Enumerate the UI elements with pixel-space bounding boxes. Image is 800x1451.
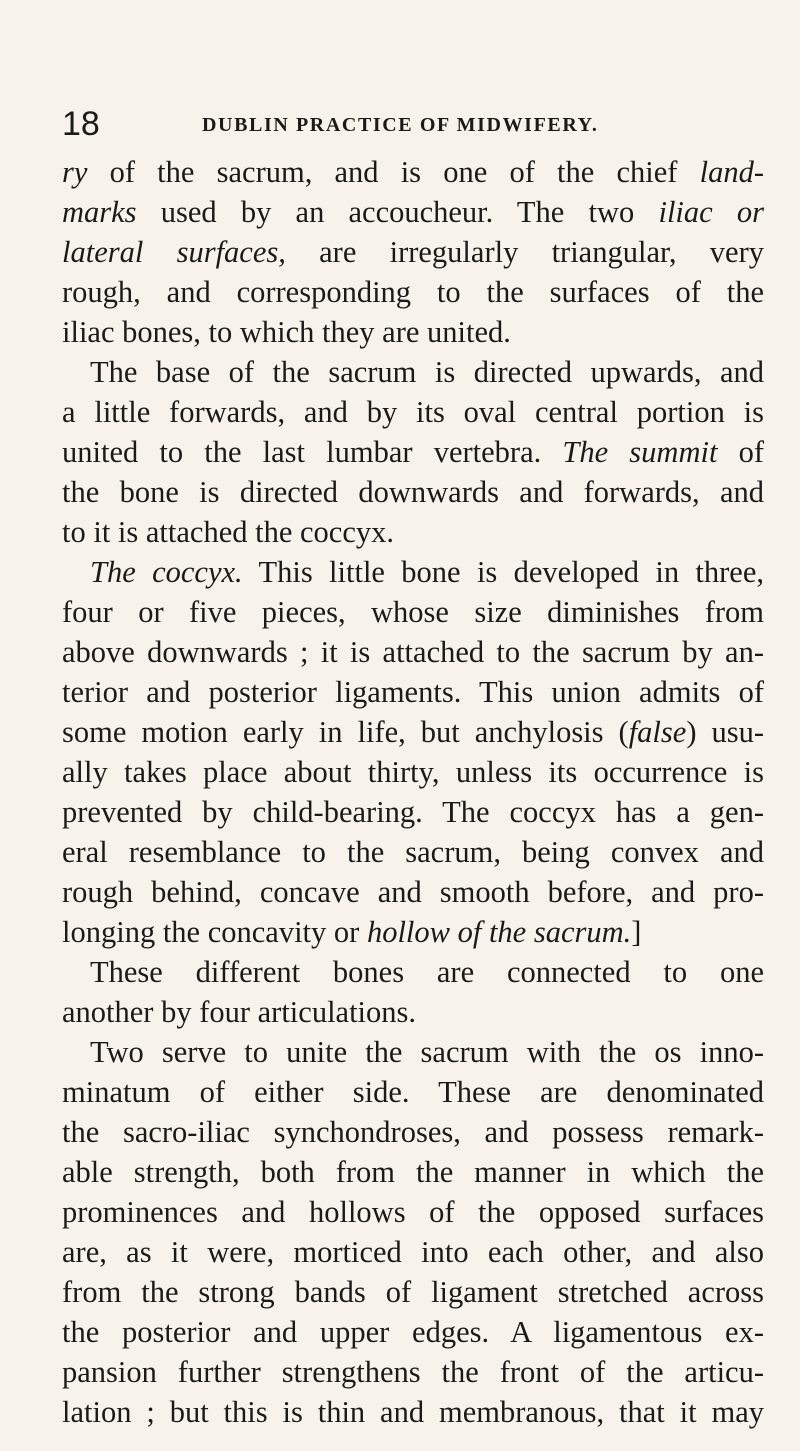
- text-line-24: minatum of either side. These are denominated: [62, 1075, 764, 1109]
- text-line-14: terior and posterior ligaments. This union admits of: [62, 675, 764, 709]
- text-line-20: [62, 912, 764, 952]
- body-text: [62, 152, 764, 1432]
- text-line-22: another by four articulations.: [62, 995, 417, 1029]
- text-line-28: are, as it were, morticed into each other, and also: [62, 1235, 764, 1269]
- text-line-4: rough, and corresponding to the surfaces of the: [62, 275, 764, 309]
- text-line-10: to it is attached the coccyx.: [62, 515, 394, 549]
- text-line-17: prevented by child-bearing. The coccyx has a gen-: [62, 795, 764, 829]
- text-line-19: rough behind, concave and smooth before, and pro-: [62, 875, 764, 909]
- text-line-3: [62, 232, 764, 272]
- text-line-32: lation ; but this is thin and membranous, that it may: [62, 1395, 764, 1429]
- italic-text: lateral surfaces,: [62, 235, 286, 269]
- text-line-30: the posterior and upper edges. A ligamentous ex-: [62, 1315, 764, 1349]
- text-span: are irregularly triangular, very: [285, 235, 764, 269]
- text-span: ]: [631, 915, 642, 949]
- italic-text: hollow of the sacrum.: [366, 915, 632, 949]
- text-span: of the sacrum, and is one of the chief: [87, 155, 700, 189]
- text-line-29: from the strong bands of ligament stretched across: [62, 1275, 764, 1309]
- text-span: ) usu-: [686, 715, 765, 749]
- italic-text: false: [628, 715, 687, 749]
- text-span: longing the concavity or: [62, 915, 367, 949]
- text-line-31: pansion further strengthens the front of the articu-: [62, 1355, 764, 1389]
- text-line-16: ally takes place about thirty, unless its occurrence is: [62, 755, 764, 789]
- text-line-25: the sacro-iliac synchondroses, and possess remark-: [62, 1115, 764, 1149]
- text-line-23: Two serve to unite the sacrum with the os inno-: [90, 1035, 764, 1069]
- text-line-1: [62, 152, 764, 192]
- text-span: This little bone is developed in three,: [242, 555, 764, 589]
- text-line-21: These different bones are connected to one: [90, 955, 764, 989]
- text-line-27: prominences and hollows of the opposed surfaces: [62, 1195, 764, 1229]
- text-line-6: The base of the sacrum is directed upwards, and: [90, 355, 764, 389]
- page-number: 18: [62, 105, 100, 143]
- text-span: united to the last lumbar vertebra.: [62, 435, 563, 469]
- text-line-18: eral resemblance to the sacrum, being convex and: [62, 835, 764, 869]
- running-head: DUBLIN PRACTICE OF MIDWIFERY.: [202, 114, 599, 136]
- italic-text: The summit: [562, 435, 718, 469]
- italic-text: ry: [62, 155, 88, 189]
- text-line-5: iliac bones, to which they are united.: [62, 315, 511, 349]
- text-line-11: [62, 552, 764, 592]
- text-line-8: [62, 432, 764, 472]
- page-header: [62, 104, 762, 144]
- text-span: of: [717, 435, 764, 469]
- italic-text: The coccyx.: [90, 555, 243, 589]
- text-line-7: a little forwards, and by its oval central portion is: [62, 395, 764, 429]
- italic-text: marks: [62, 195, 137, 229]
- text-line-15: [62, 712, 764, 752]
- text-span: used by an accoucheur. The two: [136, 195, 659, 229]
- text-line-9: the bone is directed downwards and forwards, and: [62, 475, 764, 509]
- text-line-13: above downwards ; it is attached to the sacrum by an-: [62, 635, 764, 669]
- italic-text: land-: [699, 155, 764, 189]
- text-line-12: four or five pieces, whose size diminishes from: [62, 595, 764, 629]
- text-line-2: [62, 192, 764, 232]
- text-span: some motion early in life, but anchylosis (: [62, 715, 629, 749]
- italic-text: iliac or: [658, 195, 764, 229]
- text-line-26: able strength, both from the manner in which the: [62, 1155, 764, 1189]
